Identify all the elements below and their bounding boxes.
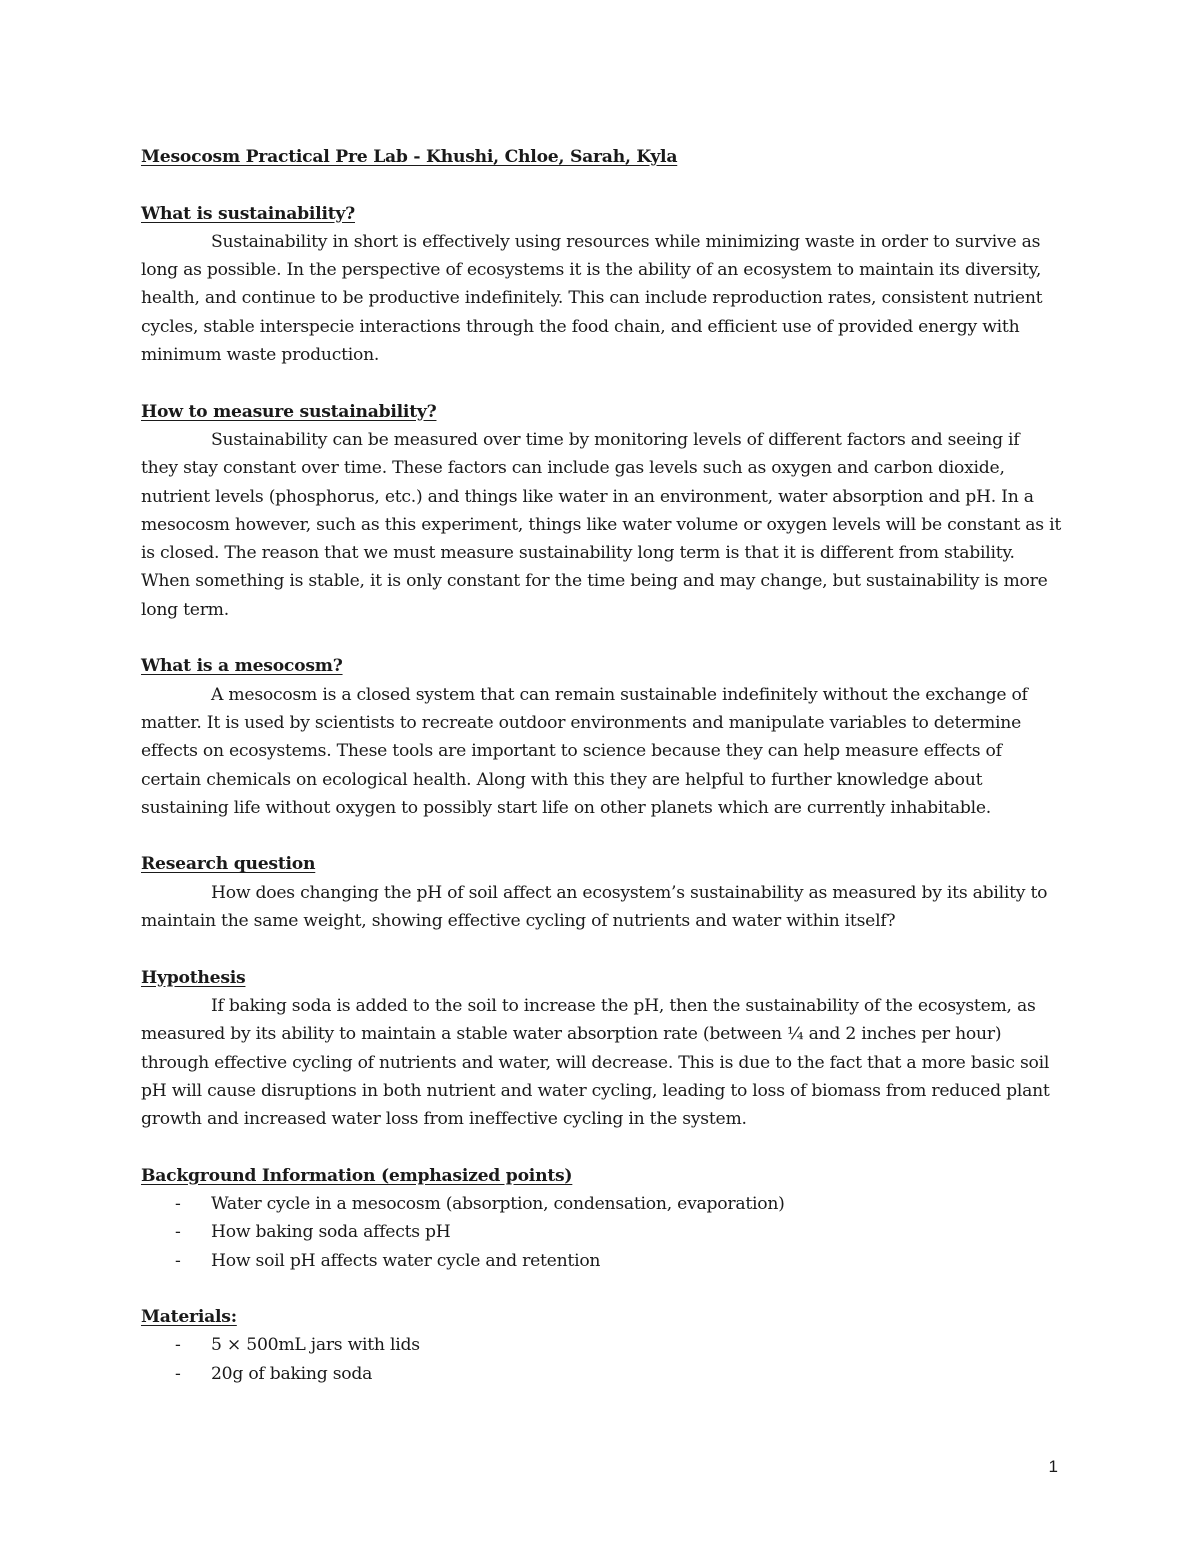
- section-measure-sustainability: [141, 398, 1061, 624]
- section-sustainability: [141, 200, 1061, 370]
- list-item: [141, 1360, 1061, 1388]
- list-item: [141, 1218, 1061, 1246]
- list-item-text: How soil pH affects water cycle and retention: [211, 1250, 601, 1271]
- list-item-text: 20g of baking soda: [211, 1363, 373, 1384]
- dash-bullet: -: [175, 1193, 181, 1214]
- dash-bullet: -: [175, 1250, 181, 1271]
- heading-materials: Materials:: [141, 1307, 237, 1328]
- paragraph-research-question: How does changing the pH of soil affect an ecosystem’s sustainability as measured by its ability to maintain the same weight, showing effective cycling of nutrients and water within itself?: [141, 882, 1048, 932]
- background-list: [141, 1190, 1061, 1275]
- heading-research-question: Research question: [141, 854, 316, 875]
- list-item-text: How baking soda affects pH: [211, 1222, 451, 1243]
- heading-background-information: Background Information (emphasized points): [141, 1165, 573, 1186]
- materials-list: [141, 1331, 1061, 1388]
- paragraph-measure: Sustainability can be measured over time by monitoring levels of different factors and seeing if they stay constant over time. These factors can include gas levels such as oxygen and carbon dioxide, nutrient levels (phosphorus, etc.) and things like water in an environment, water absorption and pH. In a mesocosm however, such as this experiment, things like water volume or oxygen levels will be constant as it is closed. The reason that we must measure sustainability long term is that it is different from stability. When something is stable, it is only constant for the time being and may change, but sustainability is more long term.: [141, 429, 1061, 620]
- paragraph-sustainability: Sustainability in short is effectively using resources while minimizing waste in order to survive as long as possible. In the perspective of ecosystems it is the ability of an ecosystem to maintain its diversity, health, and continue to be productive indefinitely. This can include reproduction rates, consistent nutrient cycles, stable interspecie interactions through the food chain, and efficient use of provided energy with minimum waste production.: [141, 231, 1043, 366]
- list-item: [141, 1331, 1061, 1359]
- paragraph-hypothesis: If baking soda is added to the soil to increase the pH, then the sustainability of the ecosystem, as measured by its ability to maintain a stable water absorption rate (between ¼ and 2 inches per hour) through effective cycling of nutrients and water, will decrease. This is due to the fact that a more basic soil pH will cause disruptions in both nutrient and water cycling, leading to loss of biomass from reduced plant growth and increased water loss from ineffective cycling in the system.: [141, 995, 1050, 1130]
- section-research-question: [141, 850, 1061, 935]
- heading-how-to-measure: How to measure sustainability?: [141, 401, 437, 422]
- list-item-text: Water cycle in a mesocosm (absorption, condensation, evaporation): [211, 1193, 785, 1214]
- section-materials: [141, 1303, 1061, 1388]
- page-number: 1: [1048, 1457, 1058, 1476]
- section-background: [141, 1162, 1061, 1275]
- list-item: [141, 1190, 1061, 1218]
- document-body: [141, 143, 1061, 1416]
- dash-bullet: -: [175, 1335, 181, 1356]
- section-mesocosm: [141, 652, 1061, 822]
- paragraph-mesocosm: A mesocosm is a closed system that can remain sustainable indefinitely without the exchange of matter. It is used by scientists to recreate outdoor environments and manipulate variables to determine effects on ecosystems. These tools are important to science because they can help measure effects of certain chemicals on ecological health. Along with this they are helpful to further knowledge about sustaining life without oxygen to possibly start life on other planets which are currently inhabitable.: [141, 684, 1028, 818]
- heading-what-is-mesocosm: What is a mesocosm?: [141, 656, 343, 677]
- list-item: [141, 1247, 1061, 1275]
- document-title: Mesocosm Practical Pre Lab - Khushi, Chloe, Sarah, Kyla: [141, 147, 678, 167]
- section-hypothesis: [141, 964, 1061, 1134]
- list-item-text: 5 × 500mL jars with lids: [211, 1335, 420, 1356]
- heading-what-is-sustainability: What is sustainability?: [141, 203, 355, 224]
- heading-hypothesis: Hypothesis: [141, 967, 246, 988]
- dash-bullet: -: [175, 1222, 181, 1243]
- dash-bullet: -: [175, 1363, 181, 1384]
